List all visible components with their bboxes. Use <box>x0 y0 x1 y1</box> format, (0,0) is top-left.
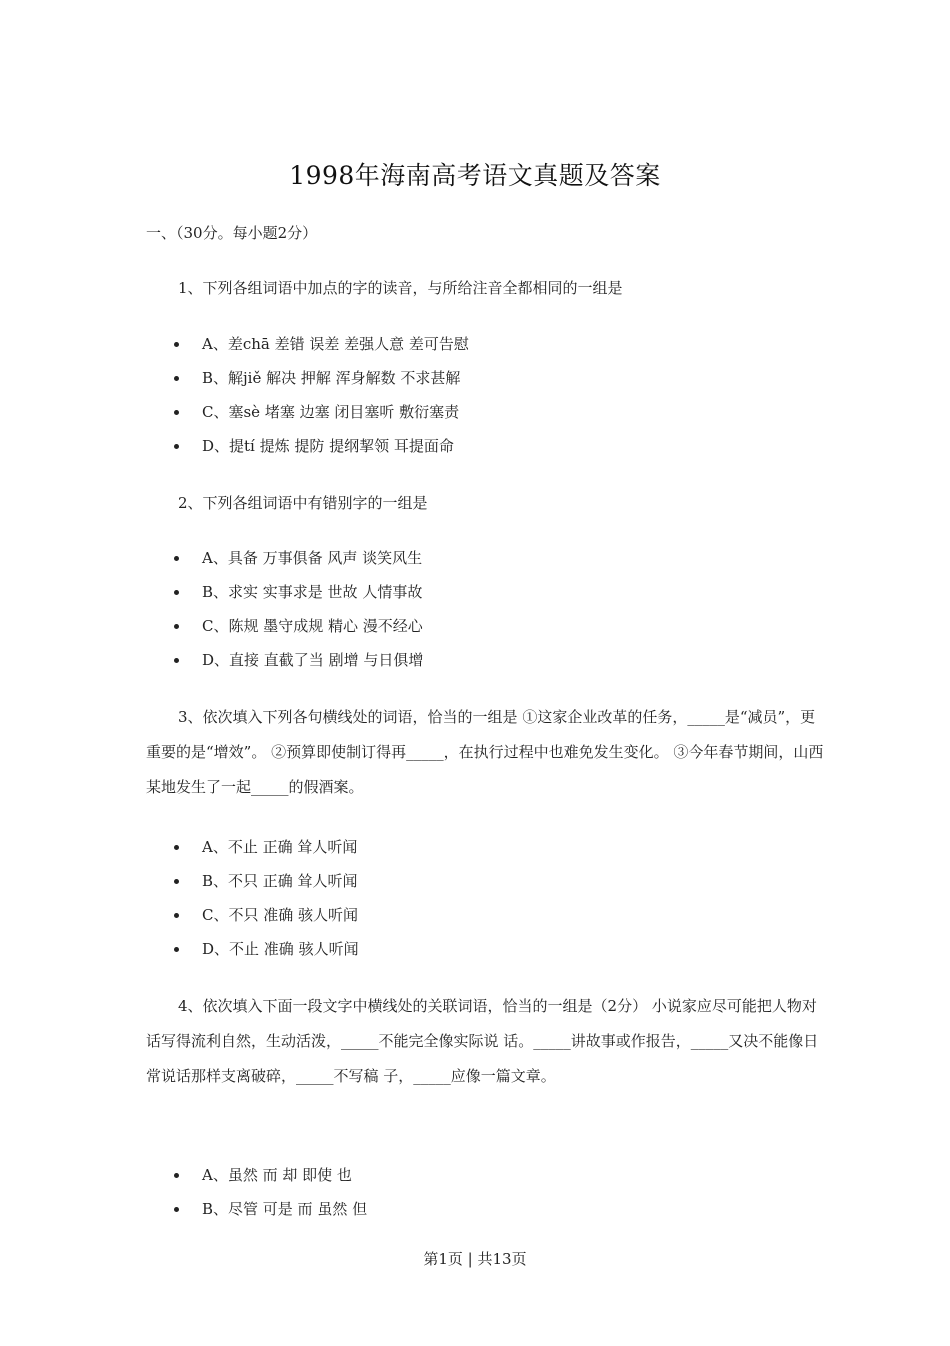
bullet-icon <box>174 444 179 449</box>
option-text: B、解jiě 解决 押解 浑身解数 不求甚解 <box>202 369 461 387</box>
option-item <box>174 830 359 864</box>
question-2-stem: 2、下列各组词语中有错别字的一组是 <box>178 494 428 512</box>
bullet-icon <box>174 913 179 918</box>
option-item <box>174 1158 367 1192</box>
option-text: A、虽然 而 却 即使 也 <box>202 1166 352 1184</box>
option-text: C、陈规 墨守成规 精心 漫不经心 <box>202 617 423 635</box>
bullet-icon <box>174 1207 179 1212</box>
option-text: B、尽管 可是 而 虽然 但 <box>202 1200 368 1218</box>
option-item <box>174 864 359 898</box>
option-item <box>174 932 359 966</box>
question-4-stem: 4、依次填入下面一段文字中横线处的关联词语，恰当的一组是（2分） 小说家应尽可能把人物对话写得流利自然，生动活泼，_____不能完全像实际说 话。_____讲故事或作报告，_____又决不能像日常说话那样支离破碎，_____不写稿 子，_____应像一篇文章。 <box>146 997 819 1085</box>
option-item <box>174 1192 367 1226</box>
option-item <box>174 643 423 677</box>
bullet-icon <box>174 845 179 850</box>
bullet-icon <box>174 342 179 347</box>
bullet-icon <box>174 376 179 381</box>
question-1-options <box>174 327 469 463</box>
bullet-icon <box>174 879 179 884</box>
option-text: C、塞sè 堵塞 边塞 闭目塞听 敷衍塞责 <box>202 403 460 421</box>
page-footer: 第1页 | 共13页 <box>423 1250 527 1268</box>
question-1-stem: 1、下列各组词语中加点的字的读音，与所给注音全都相同的一组是 <box>178 279 623 297</box>
bullet-icon <box>174 556 179 561</box>
option-text: B、求实 实事求是 世故 人情事故 <box>202 583 423 601</box>
bullet-icon <box>174 410 179 415</box>
section-heading: 一、（30分。每小题2分） <box>146 224 318 242</box>
question-4-options <box>174 1158 367 1226</box>
option-text: D、提tí 提炼 提防 提纲挈领 耳提面命 <box>202 437 454 455</box>
option-item <box>174 898 359 932</box>
bullet-icon <box>174 590 179 595</box>
option-text: B、不只 正确 耸人听闻 <box>202 872 358 890</box>
option-item <box>174 395 469 429</box>
option-item <box>174 327 469 361</box>
question-3-options <box>174 830 359 966</box>
question-2-options <box>174 541 423 677</box>
option-text: D、直接 直截了当 剧增 与日俱增 <box>202 651 424 669</box>
option-item <box>174 361 469 395</box>
option-item <box>174 429 469 463</box>
option-text: C、不只 准确 骇人听闻 <box>202 906 359 924</box>
question-3-stem: 3、依次填入下列各句横线处的词语，恰当的一组是 ①这家企业改革的任务，_____是“减员”，更重要的是“增效”。 ②预算即使制订得再_____，在执行过程中也难免发生变化。 ③今年春节期间，山西某地发生了一起_____的假酒案。 <box>146 708 824 796</box>
document-title: 1998年海南高考语文真题及答案 <box>289 161 661 190</box>
option-item <box>174 609 423 643</box>
option-text: A、具备 万事俱备 风声 谈笑风生 <box>202 549 423 567</box>
option-text: A、差chā 差错 误差 差强人意 差可告慰 <box>202 335 469 353</box>
option-text: A、不止 正确 耸人听闻 <box>202 838 358 856</box>
bullet-icon <box>174 947 179 952</box>
option-item <box>174 541 423 575</box>
option-item <box>174 575 423 609</box>
bullet-icon <box>174 1173 179 1178</box>
bullet-icon <box>174 658 179 663</box>
option-text: D、不止 准确 骇人听闻 <box>202 940 359 958</box>
bullet-icon <box>174 624 179 629</box>
